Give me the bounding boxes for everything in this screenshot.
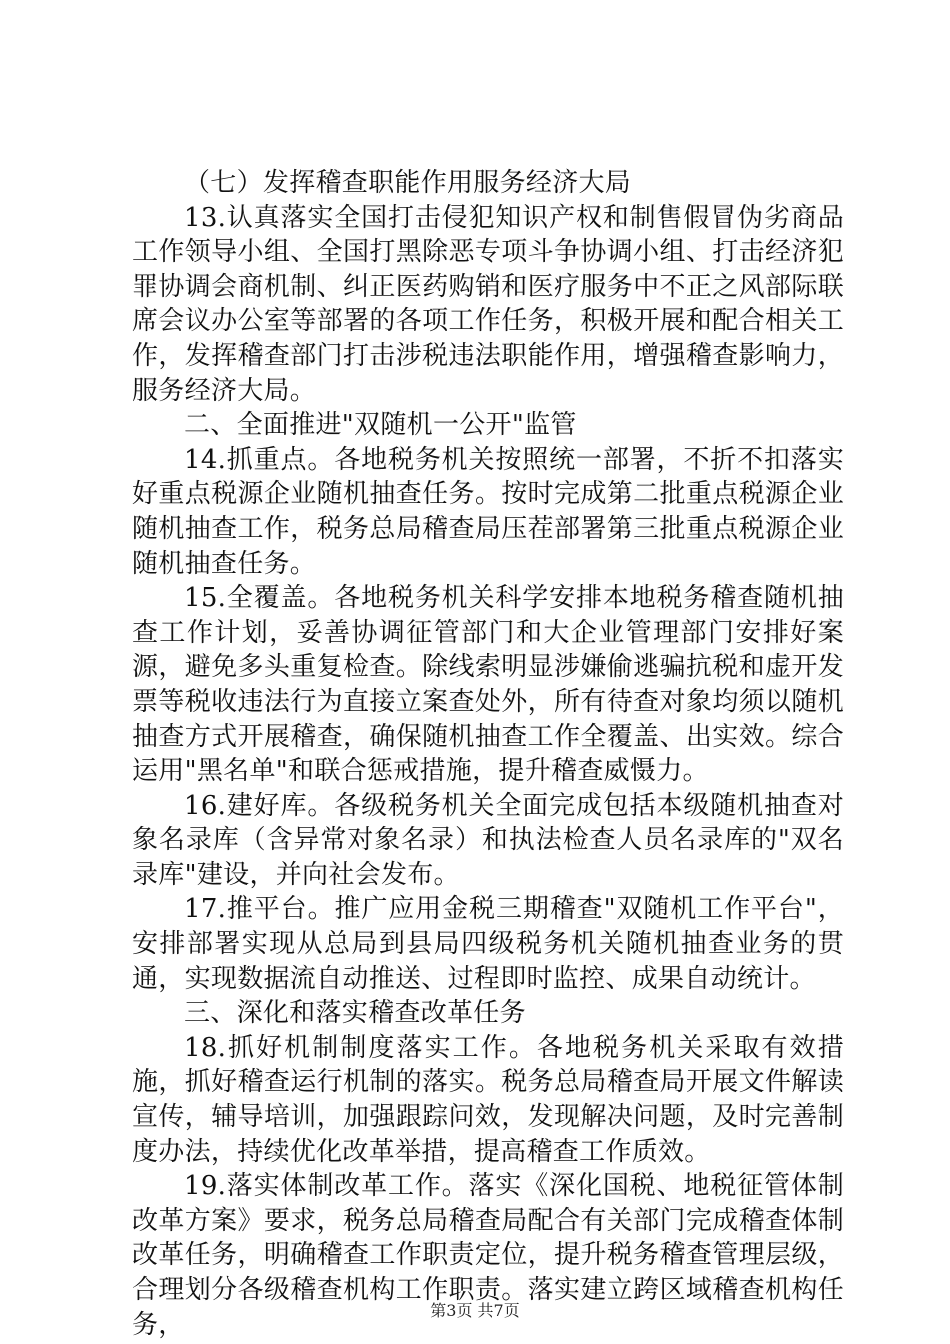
paragraph-item-19: 19.落实体制改革工作。落实《深化国税、地税征管体制改革方案》要求，税务总局稽查局配合有关部门完成稽查体制改革任务，明确稽查工作职责定位，提升税务稽查管理层级，合理划分各级稽查机构工作职责。落实建立跨区域稽查机构任务，: [132, 1171, 844, 1340]
paragraph-item-16: 16.建好库。各级税务机关全面完成包括本级随机抽查对象名录库（含异常对象名录）和执法检查人员名录库的"双名录库"建设，并向社会发布。: [132, 790, 844, 890]
section-heading-7: （七）发挥稽查职能作用服务经济大局: [184, 168, 632, 198]
document-body: [132, 166, 844, 1342]
section-heading-3: 三、深化和落实稽查改革任务: [184, 998, 526, 1029]
page-number: 第3页 共7页: [430, 1301, 520, 1320]
paragraph-item-18: 18.抓好机制制度落实工作。各地税务机关采取有效措施，抓好稽查运行机制的落实。税务总局稽查局开展文件解读宣传，辅导培训，加强跟踪问效，发现解决问题，及时完善制度办法，持续优化改革举措，提高稽查工作质效。: [132, 1032, 844, 1167]
paragraph-item-13: 13.认真落实全国打击侵犯知识产权和制售假冒伪劣商品工作领导小组、全国打黑除恶专项斗争协调小组、打击经济犯罪协调会商机制、纠正医药购销和医疗服务中不正之风部际联席会议办公室等部署的各项工作任务，积极开展和配合相关工作，发挥稽查部门打击涉税违法职能作用，增强稽查影响力，服务经济大局。: [132, 202, 844, 406]
page-footer: [0, 1301, 950, 1321]
paragraph-item-15: 15.全覆盖。各地税务机关科学安排本地税务稽查随机抽查工作计划，妥善协调征管部门和大企业管理部门安排好案源，避免多头重复检查。除线索明显涉嫌偷逃骗抗税和虚开发票等税收违法行为直接立案查处外，所有待查对象均须以随机抽查方式开展稽查，确保随机抽查工作全覆盖、出实效。综合运用"黑名单"和联合惩戒措施，提升稽查威慑力。: [132, 583, 844, 787]
paragraph-item-14: 14.抓重点。各地税务机关按照统一部署，不折不扣落实好重点税源企业随机抽查任务。按时完成第二批重点税源企业随机抽查工作，税务总局稽查局压茬部署第三批重点税源企业随机抽查任务。: [132, 444, 844, 579]
section-heading-2: 二、全面推进"双随机一公开"监管: [184, 410, 577, 441]
paragraph-item-17: 17.推平台。推广应用金税三期稽查"双随机工作平台"，安排部署实现从总局到县局四级税务机关随机抽查业务的贯通，实现数据流自动推送、过程即时监控、成果自动统计。: [132, 894, 844, 994]
